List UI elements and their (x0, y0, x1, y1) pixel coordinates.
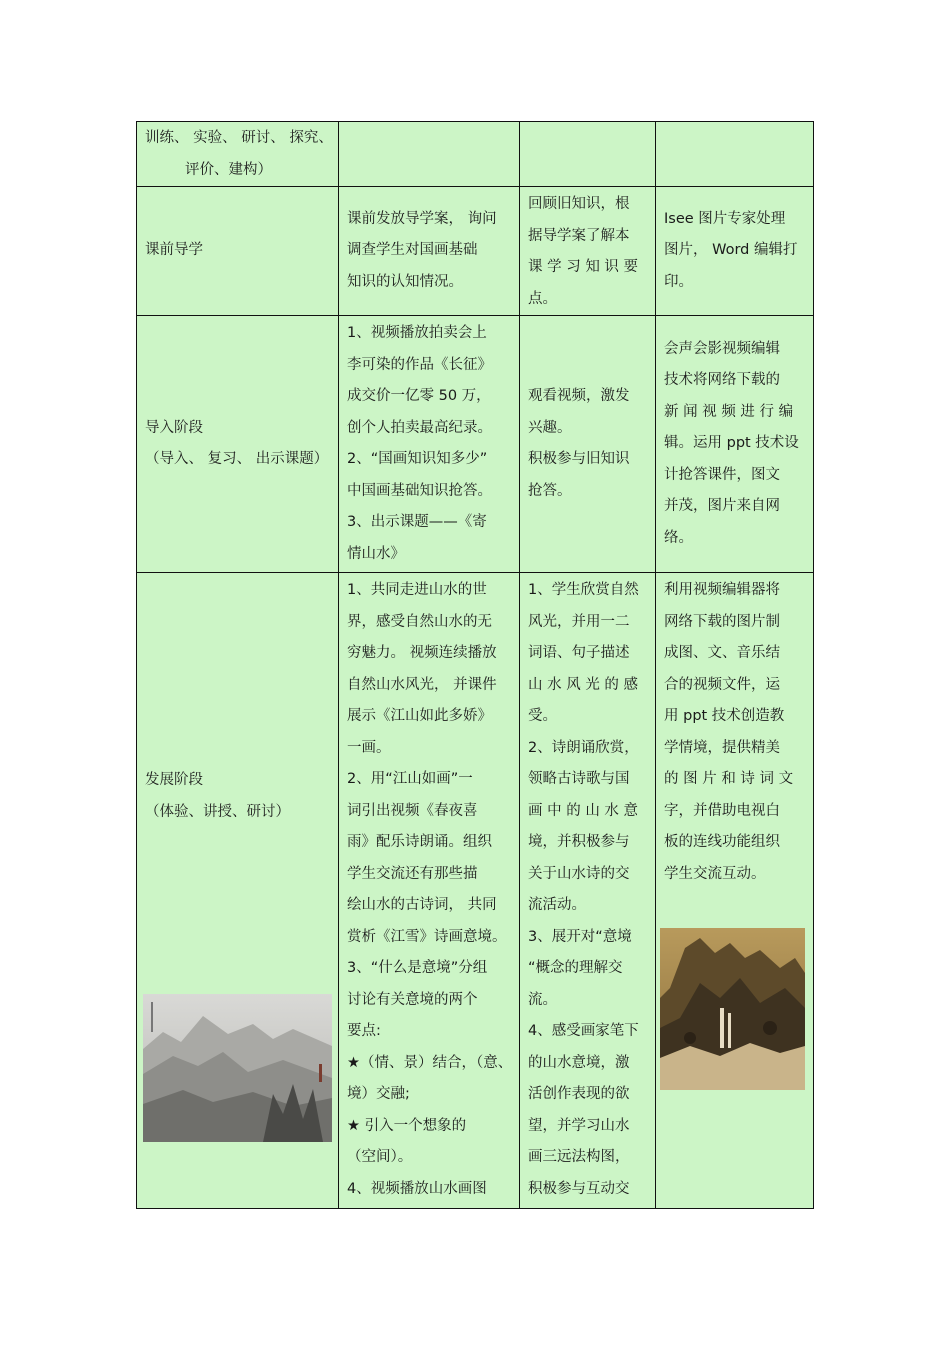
text-line: 绘山水的古诗词， 共同 (347, 897, 497, 913)
text-line: 学生交流还有那些描 (347, 865, 478, 882)
text-line: 1、共同走进山水的世 (347, 582, 487, 598)
text-line: （空间）。 (347, 1149, 413, 1165)
technology-cell (656, 122, 814, 187)
text-line: 并茂，图片来自网 (664, 498, 780, 515)
text-line: 利用视频编辑器将 (664, 582, 780, 598)
text-line: 要点: (347, 1023, 381, 1039)
text-line: 课前发放导学案， 询问 (347, 210, 497, 227)
text-line: 图片， Word 编辑打 (664, 242, 798, 259)
text-line: 受。 (528, 708, 557, 724)
technology-cell (656, 573, 814, 1209)
landscape-painting-image (143, 994, 332, 1142)
student-activity-cell (520, 122, 656, 187)
text-line: 穷魅力。 视频连续播放 (347, 645, 497, 661)
text-line: ★（情、景）结合，（意、 (347, 1054, 513, 1071)
text-line: 成图、文、音乐结 (664, 645, 780, 661)
text-line: 4、感受画家笔下 (528, 1023, 639, 1039)
text-line: ★ 引入一个想象的 (347, 1117, 467, 1134)
technology-cell (656, 316, 814, 573)
text-line: 抢答。 (528, 482, 572, 499)
teacher-activity-cell (339, 187, 520, 316)
stage-cell (137, 573, 339, 1209)
text-line: 画 中 的 山 水 意 (528, 802, 639, 819)
text-line: 活创作表现的欲 (528, 1086, 630, 1102)
text-line: 字，并借助电视白 (664, 802, 780, 819)
text-line: 3、展开对“意境 (528, 928, 632, 945)
text-line: 4、视频播放山水画图 (347, 1180, 487, 1197)
text-line: 合的视频文件，运 (664, 676, 780, 693)
text-line: 观看视频，激发 (528, 388, 630, 404)
table-row (137, 316, 814, 573)
text-line: 调查学生对国画基础 (347, 242, 478, 259)
table-row (137, 187, 814, 316)
student-activity-cell (520, 187, 656, 316)
text-line: 计抢答课件，图文 (664, 466, 780, 483)
text-line: 的山水意境，激 (528, 1054, 630, 1071)
stage-text: 评价、建构） (185, 161, 272, 178)
text-line: 词语、句子描述 (528, 645, 630, 661)
text-line: 用 ppt 技术创造教 (664, 708, 785, 724)
text-line: 积极参与旧知识 (528, 451, 630, 467)
text-line: 望，并学习山水 (528, 1117, 630, 1134)
stage-text: 发展阶段 (145, 772, 203, 788)
text-line: 技术将网络下载的 (664, 372, 780, 389)
text-line: “概念的理解交 (528, 960, 623, 976)
student-activity-cell (520, 573, 656, 1209)
text-line: 2、诗朗诵欣赏， (528, 739, 639, 756)
text-line: 成交价一亿零 50 万， (347, 388, 491, 404)
stage-text: 导入阶段 (145, 419, 203, 436)
text-line: 2、用“江山如画”一 (347, 771, 473, 787)
stage-text: 课前导学 (145, 242, 203, 259)
text-line: 画三远法构图， (528, 1149, 630, 1165)
text-line: 1、学生欣赏自然 (528, 582, 639, 598)
text-line: 1、视频播放拍卖会上 (347, 325, 487, 341)
text-line: 创个人拍卖最高纪录。 (347, 419, 492, 436)
stage-cell (137, 187, 339, 316)
student-activity-cell (520, 316, 656, 573)
text-line: 学生交流互动。 (664, 865, 766, 882)
text-line: 雨》配乐诗朗诵。组织 (347, 834, 492, 850)
text-line: 中国画基础知识抢答。 (347, 482, 492, 499)
stage-text: （体验、讲授、研讨） (145, 803, 290, 820)
text-line: 境，并积极参与 (528, 834, 630, 850)
text-line: 赏析《江雪》诗画意境。 (347, 928, 507, 945)
stage-text: （导入、 复习、 出示课题） (145, 451, 329, 467)
ancient-painting-image (660, 928, 805, 1090)
text-line: 点。 (528, 290, 557, 307)
text-line: 辑。运用 ppt 技术设 (664, 435, 799, 452)
table-row (137, 573, 814, 1209)
text-line: 流。 (528, 991, 557, 1008)
text-line: 情山水》 (347, 545, 405, 562)
text-line: 学情境，提供精美 (664, 739, 780, 756)
text-line: 流活动。 (528, 897, 586, 913)
text-line: 印。 (664, 273, 693, 290)
text-line: 自然山水风光， 并课件 (347, 676, 497, 693)
text-line: 3、出示课题——《寄 (347, 514, 487, 530)
text-line: 网络下载的图片制 (664, 613, 780, 630)
text-line: 新 闻 视 频 进 行 编 (664, 403, 794, 420)
text-line: 领略古诗歌与国 (528, 771, 630, 787)
teacher-activity-cell (339, 573, 520, 1209)
stage-cell (137, 122, 339, 187)
text-line: 课 学 习 知 识 要 (528, 259, 639, 275)
text-line: 据导学案了解本 (528, 227, 630, 244)
text-line: 展示《江山如此多娇》 (347, 708, 492, 724)
text-line: 回顾旧知识，根 (528, 196, 630, 212)
text-line: 会声会影视频编辑 (664, 340, 780, 357)
text-line: 积极参与互动交 (528, 1180, 630, 1197)
text-line: 2、“国画知识知多少” (347, 451, 488, 467)
technology-cell (656, 187, 814, 316)
text-line: 词引出视频《春夜喜 (347, 802, 478, 819)
text-line: 李可染的作品《长征》 (347, 356, 492, 373)
text-line: 一画。 (347, 739, 391, 756)
teacher-activity-cell (339, 122, 520, 187)
text-line: 兴趣。 (528, 419, 572, 436)
stage-cell (137, 316, 339, 573)
text-line: 山 水 风 光 的 感 (528, 676, 639, 693)
text-line: 知识的认知情况。 (347, 273, 463, 290)
lesson-plan-table (136, 121, 814, 1209)
text-line: 的 图 片 和 诗 词 文 (664, 771, 794, 787)
text-line: 境）交融; (347, 1086, 410, 1102)
text-line: 关于山水诗的交 (528, 865, 630, 882)
text-line: 3、“什么是意境”分组 (347, 960, 488, 976)
text-line: Isee 图片专家处理 (664, 210, 786, 227)
text-line: 界，感受自然山水的无 (347, 613, 492, 630)
text-line: 风光，并用一二 (528, 613, 630, 630)
text-line: 络。 (664, 529, 693, 546)
teacher-activity-cell (339, 316, 520, 573)
text-line: 板的连线功能组织 (664, 834, 780, 850)
text-line: 讨论有关意境的两个 (347, 991, 478, 1008)
stage-text: 训练、 实验、 研讨、 探究、 (145, 130, 333, 146)
table-row (137, 122, 814, 187)
